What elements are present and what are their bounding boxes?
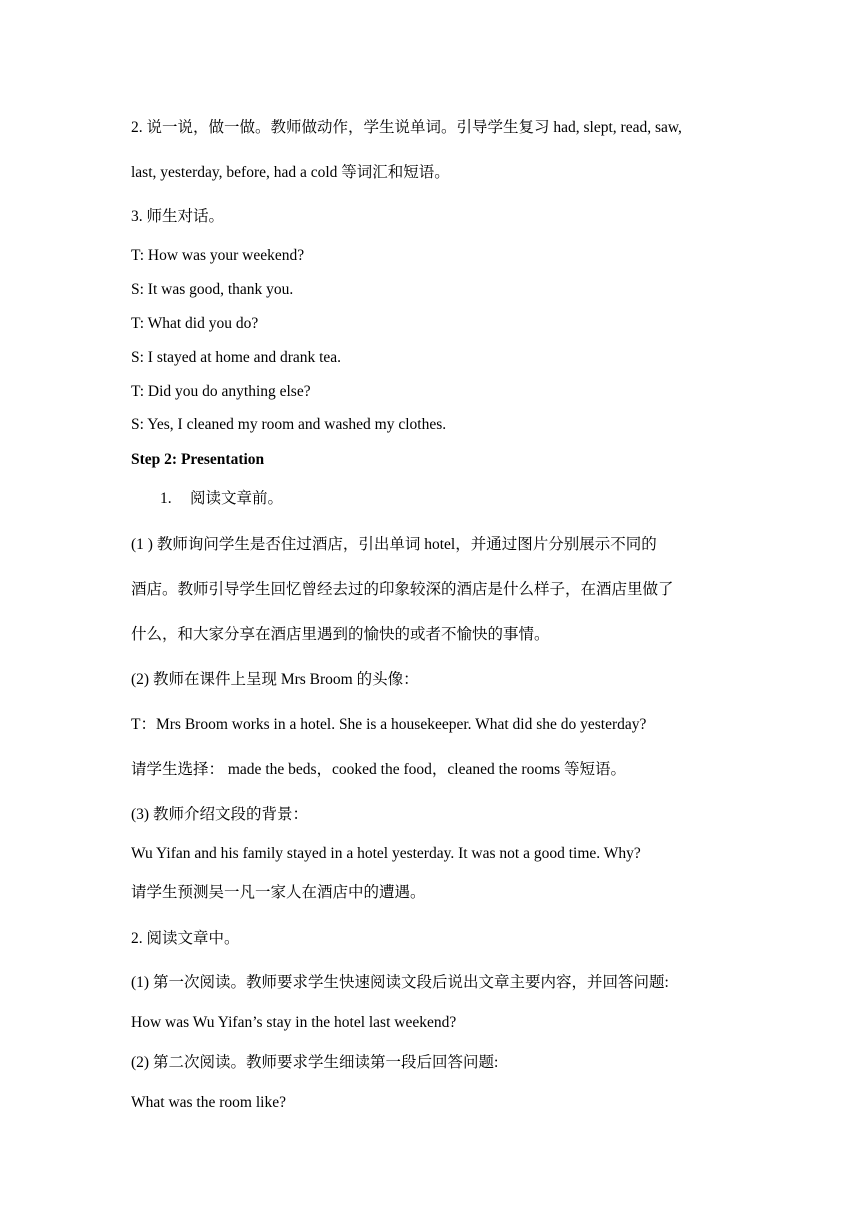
paragraph-line: (2) 第二次阅读。教师要求学生细读第一段后回答问题:: [131, 1054, 499, 1071]
paragraph-line: 请学生预测吴一凡一家人在酒店中的遭遇。: [131, 884, 426, 901]
step-item-2-line-1: 2. 说一说，做一做。教师做动作，学生说单词。引导学生复习 had, slept, read, saw,: [131, 119, 682, 136]
dialogue-line: T: Did you do anything else?: [131, 383, 311, 400]
step-item-2-line-2: last, yesterday, before, had a cold 等词汇和短语。: [131, 164, 450, 181]
question-line: How was Wu Yifan’s stay in the hotel last weekend?: [131, 1014, 457, 1031]
paragraph-line: T：Mrs Broom works in a hotel. She is a housekeeper. What did she do yesterday?: [131, 716, 647, 733]
paragraph-line: (1) 第一次阅读。教师要求学生快速阅读文段后说出文章主要内容，并回答问题:: [131, 974, 669, 991]
paragraph-line: 什么，和大家分享在酒店里遇到的愉快的或者不愉快的事情。: [131, 626, 550, 643]
dialogue-line: S: Yes, I cleaned my room and washed my clothes.: [131, 416, 447, 433]
list-item-text: 阅读文章前。: [190, 490, 284, 507]
paragraph-line: Wu Yifan and his family stayed in a hotel yesterday. It was not a good time. Why?: [131, 845, 641, 862]
list-number: 1.: [160, 490, 172, 507]
numbered-list-item: [160, 489, 283, 509]
paragraph-line: 请学生选择： made the beds，cooked the food，cleaned the rooms 等短语。: [131, 761, 627, 778]
dialogue-line: S: I stayed at home and drank tea.: [131, 349, 342, 366]
paragraph-line: (3) 教师介绍文段的背景：: [131, 806, 308, 823]
dialogue-line: S: It was good, thank you.: [131, 281, 294, 298]
section-heading-presentation: Step 2: Presentation: [131, 451, 265, 468]
paragraph-line: (1 ) 教师询问学生是否住过酒店，引出单词 hotel，并通过图片分别展示不同的: [131, 536, 657, 553]
dialogue-line: T: What did you do?: [131, 315, 259, 332]
paragraph-line: 酒店。教师引导学生回忆曾经去过的印象较深的酒店是什么样子，在酒店里做了: [131, 581, 674, 598]
step-item-heading: 2. 阅读文章中。: [131, 930, 240, 947]
dialogue-line: T: How was your weekend?: [131, 247, 305, 264]
question-line: What was the room like?: [131, 1094, 286, 1111]
paragraph-line: (2) 教师在课件上呈现 Mrs Broom 的头像：: [131, 671, 419, 688]
step-item-3-heading: 3. 师生对话。: [131, 208, 225, 225]
